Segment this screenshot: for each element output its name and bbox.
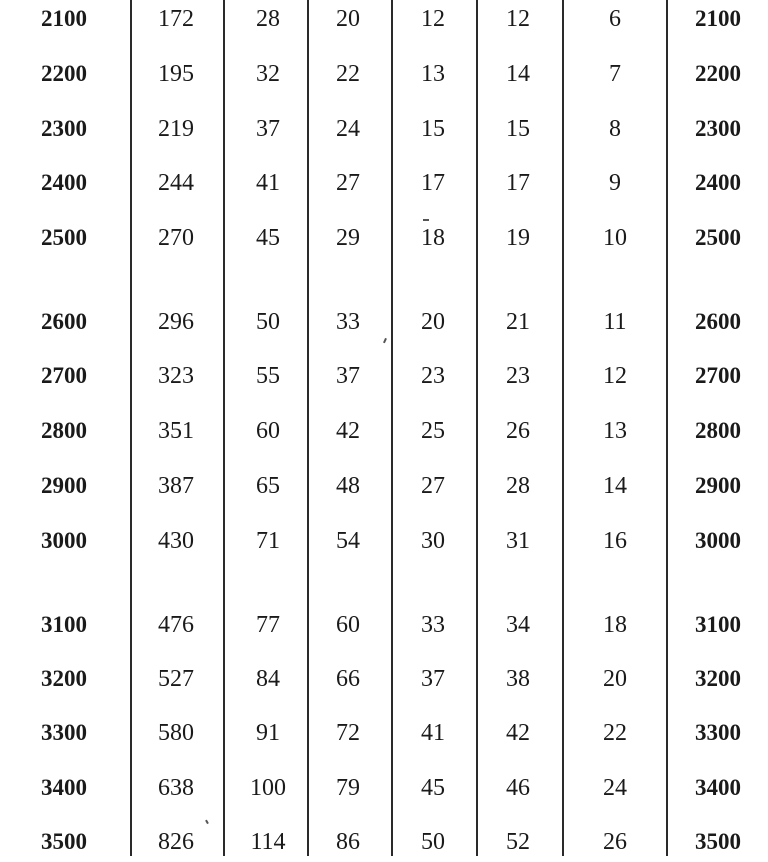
table-cell-value-col-1: 270 [158, 225, 194, 251]
table-cell-value-col-1: 430 [158, 528, 194, 554]
table-cell-value-col-1: 580 [158, 720, 194, 746]
table-row [0, 218, 768, 258]
table-cell-load-col-left: 2900 [41, 473, 87, 498]
table-cell-value-col-1: 826 [158, 829, 194, 855]
table-cell-load-col-right: 2600 [695, 309, 741, 334]
table-cell-value-col-4: 20 [421, 309, 445, 335]
table-cell-value-col-3: 27 [336, 170, 360, 196]
table-cell-load-col-left: 2100 [41, 6, 87, 31]
table-cell-load-col-left: 3400 [41, 775, 87, 800]
table-cell-value-col-6: 6 [609, 6, 621, 32]
table-cell-value-col-3: 29 [336, 225, 360, 251]
table-row [0, 163, 768, 203]
table-cell-value-col-5: 38 [506, 666, 530, 692]
table-cell-value-col-3: 24 [336, 116, 360, 142]
table-cell-value-col-1: 244 [158, 170, 194, 196]
table-cell-load-col-right: 2100 [695, 6, 741, 31]
table-cell-load-col-left: 3300 [41, 720, 87, 745]
table-cell-value-col-3: 22 [336, 61, 360, 87]
table-cell-value-col-6: 9 [609, 170, 621, 196]
table-cell-value-col-5: 28 [506, 473, 530, 499]
table-cell-value-col-2: 41 [256, 170, 280, 196]
table-cell-value-col-3: 37 [336, 363, 360, 389]
table-row [0, 411, 768, 451]
table-row [0, 466, 768, 506]
table-row [0, 521, 768, 561]
table-cell-load-col-left: 3100 [41, 612, 87, 637]
table-cell-value-col-4: 13 [421, 61, 445, 87]
table-cell-value-col-2: 77 [256, 612, 280, 638]
table-cell-value-col-4: 45 [421, 775, 445, 801]
table-row [0, 0, 768, 39]
table-row [0, 302, 768, 342]
table-cell-value-col-2: 65 [256, 473, 280, 499]
table-cell-value-col-2: 28 [256, 6, 280, 32]
table-cell-value-col-3: 72 [336, 720, 360, 746]
table-cell-load-col-right: 2500 [695, 225, 741, 250]
table-row [0, 356, 768, 396]
table-cell-load-col-left: 2500 [41, 225, 87, 250]
table-cell-value-col-5: 46 [506, 775, 530, 801]
table-cell-value-col-4: 12 [421, 6, 445, 32]
table-cell-value-col-3: 20 [336, 6, 360, 32]
table-cell-load-col-left: 3200 [41, 666, 87, 691]
table-cell-load-col-left: 2600 [41, 309, 87, 334]
table-cell-value-col-5: 19 [506, 225, 530, 251]
table-cell-value-col-2: 114 [250, 829, 286, 855]
table-cell-load-col-right: 3300 [695, 720, 741, 745]
table-cell-value-col-2: 32 [256, 61, 280, 87]
table-cell-value-col-4: 41 [421, 720, 445, 746]
table-cell-load-col-right: 2800 [695, 418, 741, 443]
table-cell-value-col-2: 45 [256, 225, 280, 251]
table-cell-value-col-4: 33 [421, 612, 445, 638]
table-cell-value-col-4: 30 [421, 528, 445, 554]
table-cell-load-col-right: 3400 [695, 775, 741, 800]
table-cell-load-col-right: 2900 [695, 473, 741, 498]
table-cell-load-col-right: 2200 [695, 61, 741, 86]
table-cell-value-col-5: 14 [506, 61, 530, 87]
table-cell-value-col-5: 12 [506, 6, 530, 32]
table-row [0, 605, 768, 645]
table-cell-value-col-6: 22 [603, 720, 627, 746]
table-cell-value-col-2: 71 [256, 528, 280, 554]
table-cell-value-col-3: 48 [336, 473, 360, 499]
table-cell-value-col-4: 50 [421, 829, 445, 855]
table-cell-value-col-2: 91 [256, 720, 280, 746]
table-cell-value-col-6: 16 [603, 528, 627, 554]
table-cell-value-col-3: 60 [336, 612, 360, 638]
table-row [0, 713, 768, 753]
table-cell-value-col-4: 37 [421, 666, 445, 692]
table-cell-value-col-3: 42 [336, 418, 360, 444]
table-cell-value-col-6: 18 [603, 612, 627, 638]
table-cell-value-col-2: 60 [256, 418, 280, 444]
table-cell-value-col-5: 26 [506, 418, 530, 444]
table-cell-load-col-left: 2200 [41, 61, 87, 86]
table-cell-load-col-right: 2400 [695, 170, 741, 195]
table-cell-load-col-left: 2400 [41, 170, 87, 195]
table-cell-value-col-4: 18 [421, 225, 445, 251]
table-cell-value-col-4: 27 [421, 473, 445, 499]
table-cell-load-col-right: 2700 [695, 363, 741, 388]
table-row [0, 822, 768, 862]
table-cell-value-col-1: 219 [158, 116, 194, 142]
table-cell-value-col-5: 42 [506, 720, 530, 746]
table-cell-value-col-2: 84 [256, 666, 280, 692]
table-cell-value-col-6: 11 [603, 309, 627, 335]
table-cell-value-col-6: 12 [603, 363, 627, 389]
table-cell-load-col-right: 3100 [695, 612, 741, 637]
table-cell-value-col-4: 17 [421, 170, 445, 196]
table-cell-value-col-1: 387 [158, 473, 194, 499]
table-cell-value-col-1: 527 [158, 666, 194, 692]
table-cell-load-col-left: 3000 [41, 528, 87, 553]
table-cell-value-col-3: 86 [336, 829, 360, 855]
table-cell-value-col-6: 13 [603, 418, 627, 444]
table-cell-load-col-left: 2800 [41, 418, 87, 443]
table-cell-value-col-6: 8 [609, 116, 621, 142]
table-cell-value-col-2: 100 [250, 775, 286, 801]
table-cell-value-col-2: 37 [256, 116, 280, 142]
table-cell-value-col-4: 15 [421, 116, 445, 142]
table-row [0, 109, 768, 149]
table-cell-load-col-right: 3000 [695, 528, 741, 553]
table-cell-load-col-left: 3500 [41, 829, 87, 854]
table-cell-value-col-6: 14 [603, 473, 627, 499]
table-row [0, 659, 768, 699]
table-cell-load-col-left: 2300 [41, 116, 87, 141]
table-cell-value-col-5: 23 [506, 363, 530, 389]
table-cell-value-col-5: 34 [506, 612, 530, 638]
table-cell-value-col-2: 55 [256, 363, 280, 389]
table-cell-load-col-left: 2700 [41, 363, 87, 388]
table-cell-value-col-5: 21 [506, 309, 530, 335]
table-cell-value-col-1: 172 [158, 6, 194, 32]
table-cell-value-col-6: 20 [603, 666, 627, 692]
table-cell-value-col-3: 54 [336, 528, 360, 554]
table-cell-value-col-1: 638 [158, 775, 194, 801]
table-cell-load-col-right: 3500 [695, 829, 741, 854]
table-cell-value-col-6: 26 [603, 829, 627, 855]
table-cell-value-col-1: 296 [158, 309, 194, 335]
table-cell-value-col-5: 17 [506, 170, 530, 196]
table-cell-value-col-6: 7 [609, 61, 621, 87]
table-cell-value-col-5: 52 [506, 829, 530, 855]
table-cell-value-col-6: 10 [603, 225, 627, 251]
table-cell-load-col-right: 3200 [695, 666, 741, 691]
table-cell-value-col-4: 23 [421, 363, 445, 389]
table-cell-value-col-3: 33 [336, 309, 360, 335]
table-cell-value-col-3: 79 [336, 775, 360, 801]
table-cell-value-col-1: 351 [158, 418, 194, 444]
table-cell-value-col-1: 195 [158, 61, 194, 87]
table-cell-value-col-1: 323 [158, 363, 194, 389]
table-cell-value-col-4: 25 [421, 418, 445, 444]
table-cell-value-col-6: 24 [603, 775, 627, 801]
table-row [0, 768, 768, 808]
table-cell-value-col-3: 66 [336, 666, 360, 692]
table-cell-value-col-2: 50 [256, 309, 280, 335]
table-cell-value-col-5: 31 [506, 528, 530, 554]
table-cell-load-col-right: 2300 [695, 116, 741, 141]
table-cell-value-col-5: 15 [506, 116, 530, 142]
table-row [0, 54, 768, 94]
table-cell-value-col-1: 476 [158, 612, 194, 638]
